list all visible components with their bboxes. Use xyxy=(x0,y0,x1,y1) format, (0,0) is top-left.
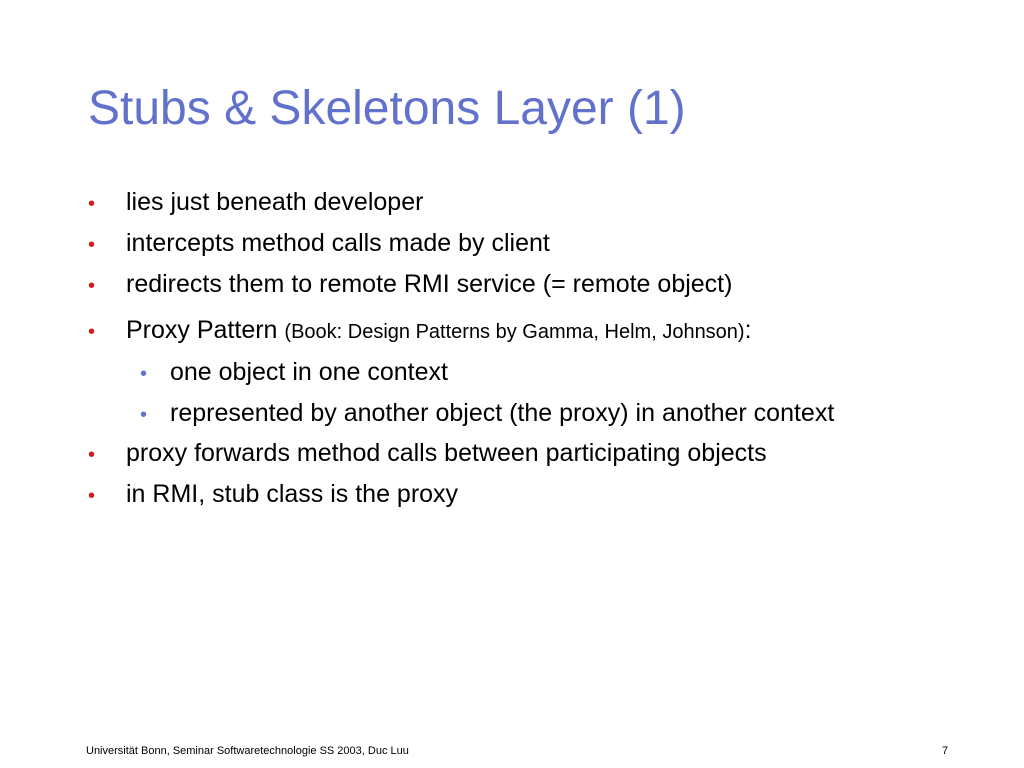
bullet-item xyxy=(88,186,423,220)
bullet-text: lies just beneath developer xyxy=(126,188,424,216)
sub-bullet-icon: • xyxy=(140,363,148,385)
bullet-item xyxy=(88,437,767,471)
bullet-suffix: : xyxy=(744,316,752,344)
bullet-text: in RMI, stub class is the proxy xyxy=(126,480,459,508)
slide-title: Stubs & Skeletons Layer (1) xyxy=(88,82,686,135)
bullet-icon: • xyxy=(88,485,96,507)
bullet-text: proxy forwards method calls between participating objects xyxy=(126,439,767,467)
bullet-text: one object in one context xyxy=(170,358,448,386)
bullet-text: redirects them to remote RMI service (= remote object) xyxy=(126,270,733,298)
bullet-icon: • xyxy=(88,444,96,466)
bullet-item xyxy=(88,314,752,348)
bullet-text: Proxy Pattern xyxy=(126,316,285,344)
sub-bullet-item xyxy=(140,397,834,431)
footer-credit: Universität Bonn, Seminar Softwaretechnologie SS 2003, Duc Luu xyxy=(86,745,409,757)
bullet-icon: • xyxy=(88,234,96,256)
bullet-text: represented by another object (the proxy) in another context xyxy=(170,399,835,427)
bullet-item xyxy=(88,227,550,261)
bullet-icon: • xyxy=(88,321,96,343)
sub-bullet-item xyxy=(140,356,448,390)
bullet-icon: • xyxy=(88,275,96,297)
bullet-item xyxy=(88,478,458,512)
bullet-note: (Book: Design Patterns by Gamma, Helm, Johnson) xyxy=(284,321,745,343)
sub-bullet-icon: • xyxy=(140,404,148,426)
bullet-item xyxy=(88,268,732,302)
bullet-icon: • xyxy=(88,193,96,215)
page-number: 7 xyxy=(942,745,949,757)
bullet-text: intercepts method calls made by client xyxy=(126,229,550,257)
